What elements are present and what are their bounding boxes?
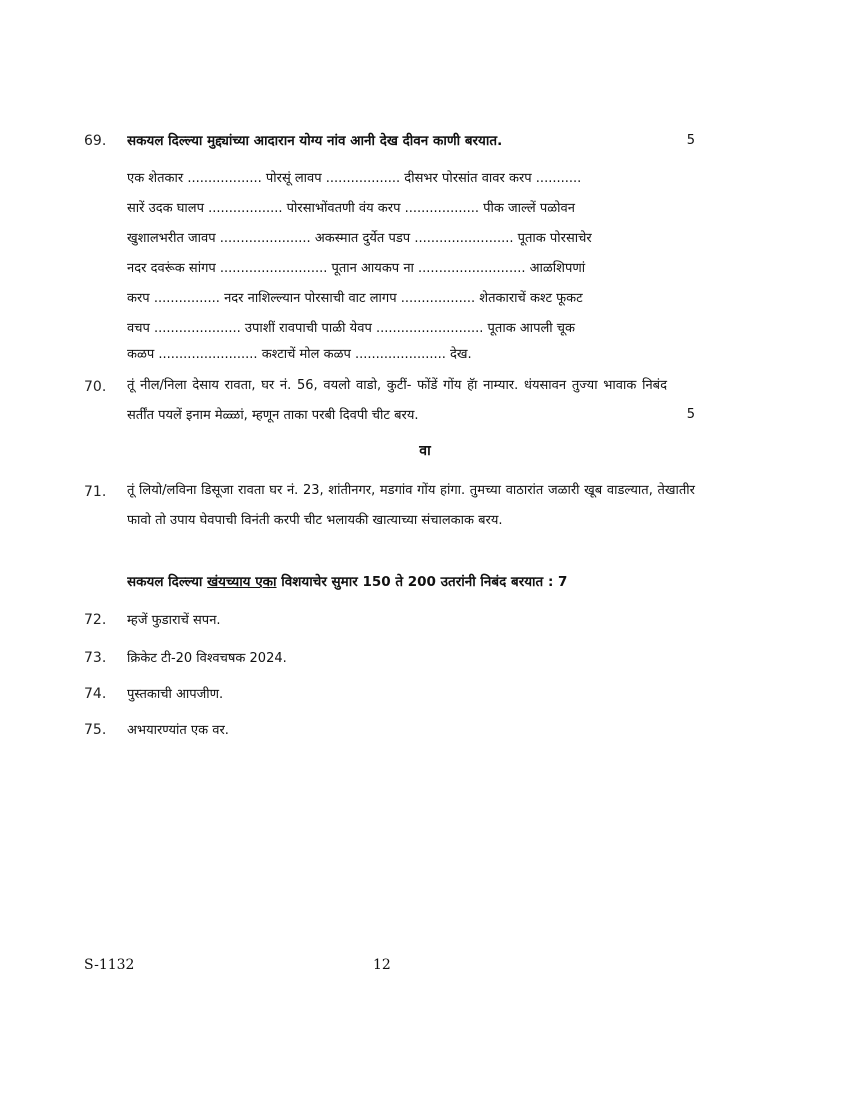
paper-code: S-1132 [84,957,135,973]
question-70-marks: 5 [686,407,695,422]
essay-instruction [127,572,695,590]
q69-line-3: खुशालभरीत जावप ...................... अकस्मात दुर्येत पडप ........................ पूताक पोरसाचेर [127,231,592,246]
essay-instruction-underlined: खंयच्याय एका [207,574,277,590]
q69-line-4: नदर दवरूंक सांगप .......................... पूतान आयकप ना .......................... आळशिपणां [127,261,586,276]
topic-75-number: 75. [84,722,107,738]
q69-line-2: सारें उदक घालप .................. पोरसाभोंवतणी वंय करप .................. पीक जाल्लें पळोवन [127,201,575,216]
topic-74-number: 74. [84,686,107,702]
question-69-number: 69. [84,133,107,149]
question-70-text: तूं नील/निला देसाय रावता, घर नं. 56, वयलो वाडो, कुटीं- फोंडें गोंय हॅा नाम्यार. धंयसावन तुज्या भावाक निबंद सर्तींत पयलें इनाम मेळ्ळां, म्हणून ताका परबी दिवपी चीट बरय. [127,378,667,423]
page-number: 12 [373,957,391,973]
essay-instruction-before: सकयल दिल्ल्या [127,574,208,590]
question-69-heading: सकयल दिल्ल्या मुद्द्यांच्या आदारान योग्य नांव आनी देख दीवन काणी बरयात. [127,133,503,149]
topic-75-text: अभयारण्यांत एक वर. [127,723,229,738]
question-71-number: 71. [84,484,107,500]
question-71-text: तूं लियो/लविना डिसूजा रावता घर नं. 23, शांतीनगर, मडगांव गोंय हांगा. तुमच्या वाठारांत जळारी खूब वाडल्यात, तेखातीर फावो तो उपाय घेवपाची विनंती करपी चीट भलायकी खात्याच्या संचालकाक बरय. [127,483,695,528]
question-70-number: 70. [84,379,107,395]
topic-74-text: पुस्तकाची आपजीण. [127,687,224,702]
q69-line-7: कळप ........................ कश्टाचें मोल कळप ...................... देख. [127,347,472,362]
question-69-marks: 5 [686,133,695,148]
topic-72-number: 72. [84,612,107,628]
topic-72-text: म्हजें फुडाराचें सपन. [127,613,221,628]
q69-line-1: एक शेतकार .................. पोरसूं लावप .................. दीसभर पोरसांत वावर करप ........... [127,171,582,186]
topic-73-text: क्रिकेट टी-20 विश्वचषक 2024. [127,651,287,666]
or-label: वा [419,443,431,459]
essay-instruction-after: विशयाचेर सुमार 150 ते 200 उतरांनी निबंद बरयात : 7 [276,574,568,590]
topic-73-number: 73. [84,650,107,666]
q69-line-5: करप ................ नदर नाशिल्ल्यान पोरसाची वाट लागप .................. शेतकाराचें कश्ट फूकट [127,291,583,306]
q69-line-6: वचप ..................... उपाशीं रावपाची पाळी येवप .......................... पूताक आपली चूक [127,321,576,336]
